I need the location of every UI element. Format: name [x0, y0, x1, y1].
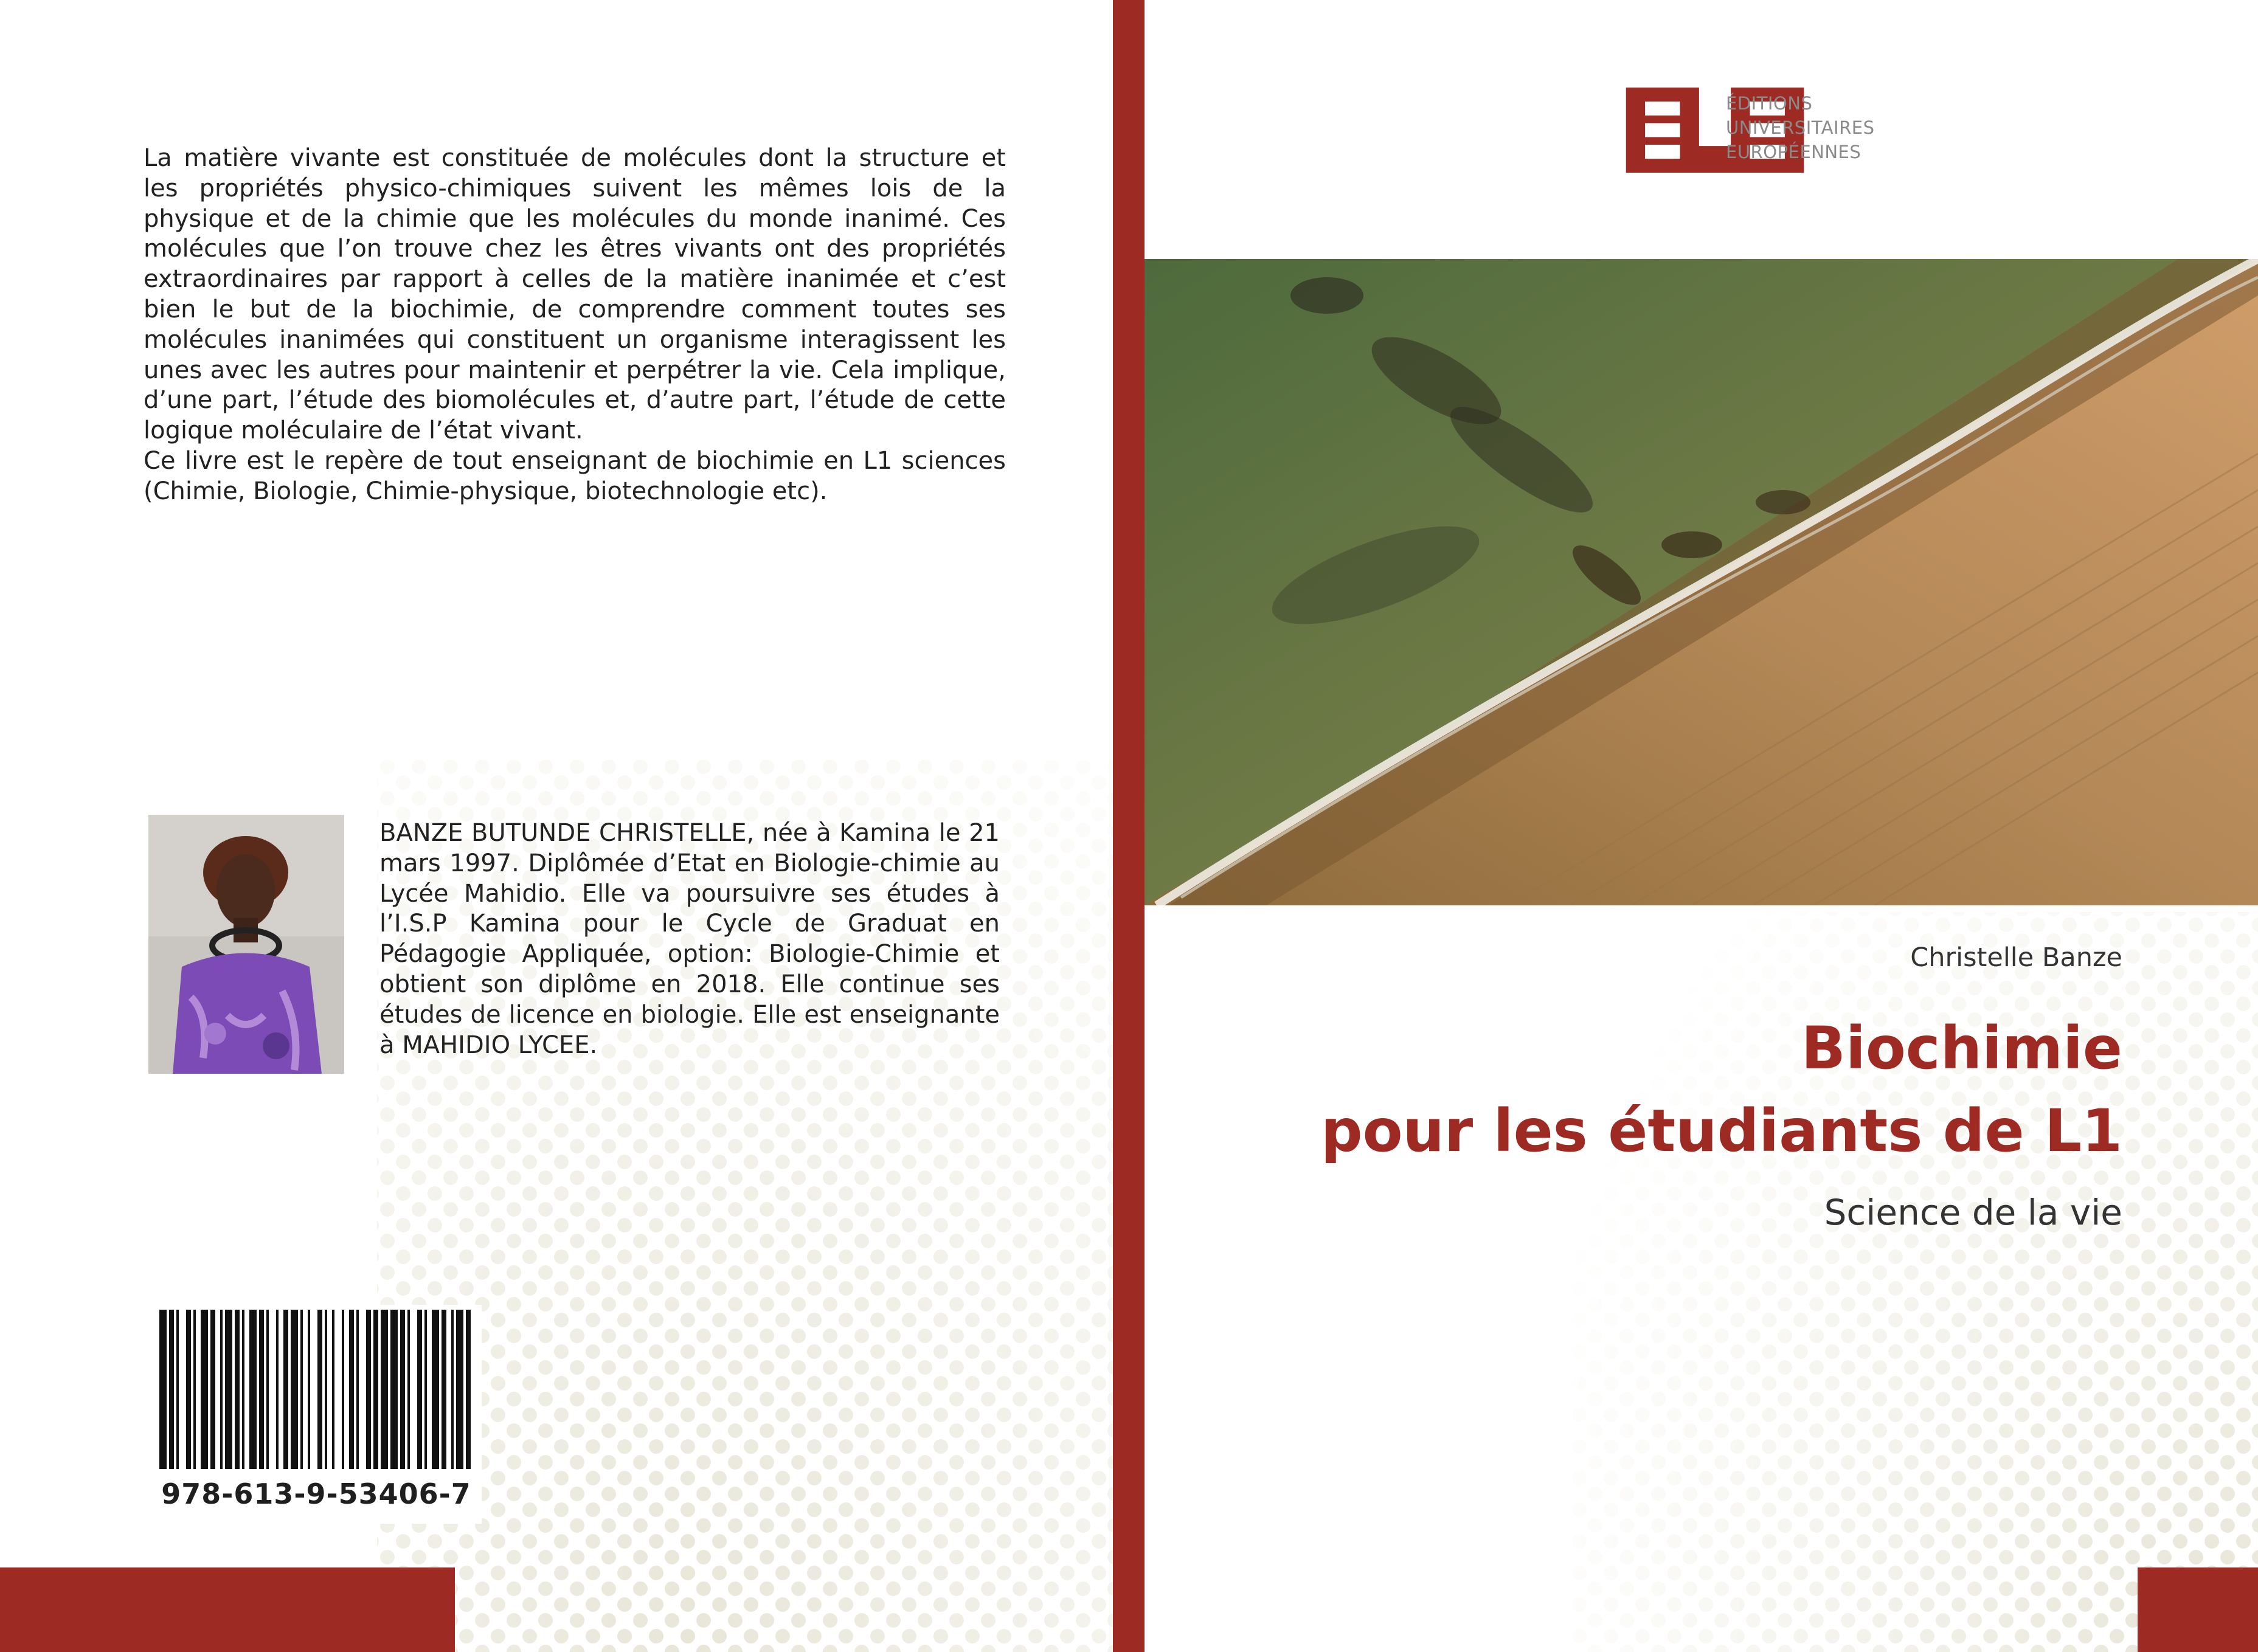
publisher-line-1: ÉDITIONS	[1726, 93, 1813, 114]
barcode-bar	[201, 1310, 208, 1469]
barcode-bar	[283, 1310, 288, 1469]
barcode-bars	[159, 1310, 473, 1469]
barcode-bar	[424, 1310, 427, 1469]
barcode	[151, 1305, 482, 1524]
barcode-bar	[349, 1310, 354, 1469]
barcode-bar	[451, 1310, 454, 1469]
blurb-paragraph-1: La matière vivante est constituée de molécules dont la structure et les propriétés physico-chimiques suivent les mêmes lois de la physique et de la chimie que les molécules du monde inanimé. Ces molécules que l’on trouve chez les êtres vivants ont des propriétés extraordinaires par rapport à celles de la matière inanimée et c’est bien le but de la biochimie, de comprendre comment toutes ses molécules inanimées qui constituent un organisme interagissent les unes avec les autres pour maintenir et perpétrer la vie. Cela implique, d’une part, l’étude des biomolécules et, d’autre part, l’étude de cette logique moléculaire de l’état vivant.	[144, 144, 1006, 445]
publisher-name	[1726, 91, 1874, 164]
barcode-bar	[242, 1310, 244, 1469]
barcode-bar	[417, 1310, 422, 1469]
book-spine	[1113, 0, 1145, 1652]
barcode-bar	[300, 1310, 303, 1469]
barcode-bar	[390, 1310, 398, 1469]
barcode-bar	[466, 1310, 471, 1469]
barcode-bar	[193, 1310, 196, 1469]
front-cover-red-block	[2138, 1567, 2258, 1652]
barcode-bar	[291, 1310, 298, 1469]
publisher-line-2: UNIVERSITAIRES	[1726, 117, 1875, 138]
barcode-bar	[186, 1310, 191, 1469]
publisher-line-3: EUROPÉENNES	[1726, 142, 1861, 162]
barcode-bar	[235, 1310, 240, 1469]
title-line-2: pour les étudiants de L1	[1320, 1097, 2122, 1165]
blurb-paragraph-2: Ce livre est le repère de tout enseignant de biochimie en L1 sciences (Chimie, Biologie, Chimie-physique, biotechnologie etc).	[144, 446, 1006, 505]
barcode-bar	[342, 1310, 344, 1469]
barcode-bar	[317, 1310, 322, 1469]
back-cover-red-block	[0, 1567, 455, 1652]
barcode-bar	[259, 1310, 264, 1469]
title-line-1: Biochimie	[1801, 1014, 2122, 1082]
barcode-bar	[169, 1310, 174, 1469]
author-photo	[148, 815, 344, 1074]
barcode-bar	[442, 1310, 446, 1469]
barcode-bar	[407, 1310, 410, 1469]
barcode-bar	[373, 1310, 378, 1469]
barcode-bar	[308, 1310, 310, 1469]
barcode-bar	[356, 1310, 359, 1469]
barcode-bar	[456, 1310, 463, 1469]
barcode-bar	[220, 1310, 223, 1469]
barcode-bar	[266, 1310, 269, 1469]
author-biography: BANZE BUTUNDE CHRISTELLE, née à Kamina le 21 mars 1997. Diplômée d’Etat en Biologie-chimie au Lycée Mahidio. Elle va poursuivre ses études à l’I.S.P Kamina pour le Cycle de Graduat en Pédagogie Appliquée, option: Biologie-Chimie et obtient son diplôme en 2018. Elle continue ses études de licence en biologie. Elle est enseignante à MAHIDIO LYCEE.	[379, 819, 1000, 1059]
barcode-bar	[249, 1310, 257, 1469]
barcode-bar	[176, 1310, 179, 1469]
barcode-bar	[210, 1310, 215, 1469]
barcode-bar	[332, 1310, 334, 1469]
barcode-bar	[276, 1310, 279, 1469]
barcode-bar	[400, 1310, 405, 1469]
back-cover-blurb	[144, 143, 1006, 507]
cover-photo-aerial-beach	[1145, 259, 2258, 905]
barcode-bar	[159, 1310, 167, 1469]
back-cover	[0, 0, 1113, 1652]
barcode-bar	[325, 1310, 327, 1469]
barcode-bar	[381, 1310, 388, 1469]
barcode-bar	[366, 1310, 371, 1469]
barcode-bar	[432, 1310, 439, 1469]
isbn-number: 978-613-9-53406-7	[161, 1477, 471, 1510]
cover-author-name: Christelle Banze	[1910, 942, 2122, 973]
book-subtitle: Science de la vie	[1824, 1192, 2122, 1233]
barcode-bar	[225, 1310, 232, 1469]
book-title	[1321, 1007, 2122, 1172]
